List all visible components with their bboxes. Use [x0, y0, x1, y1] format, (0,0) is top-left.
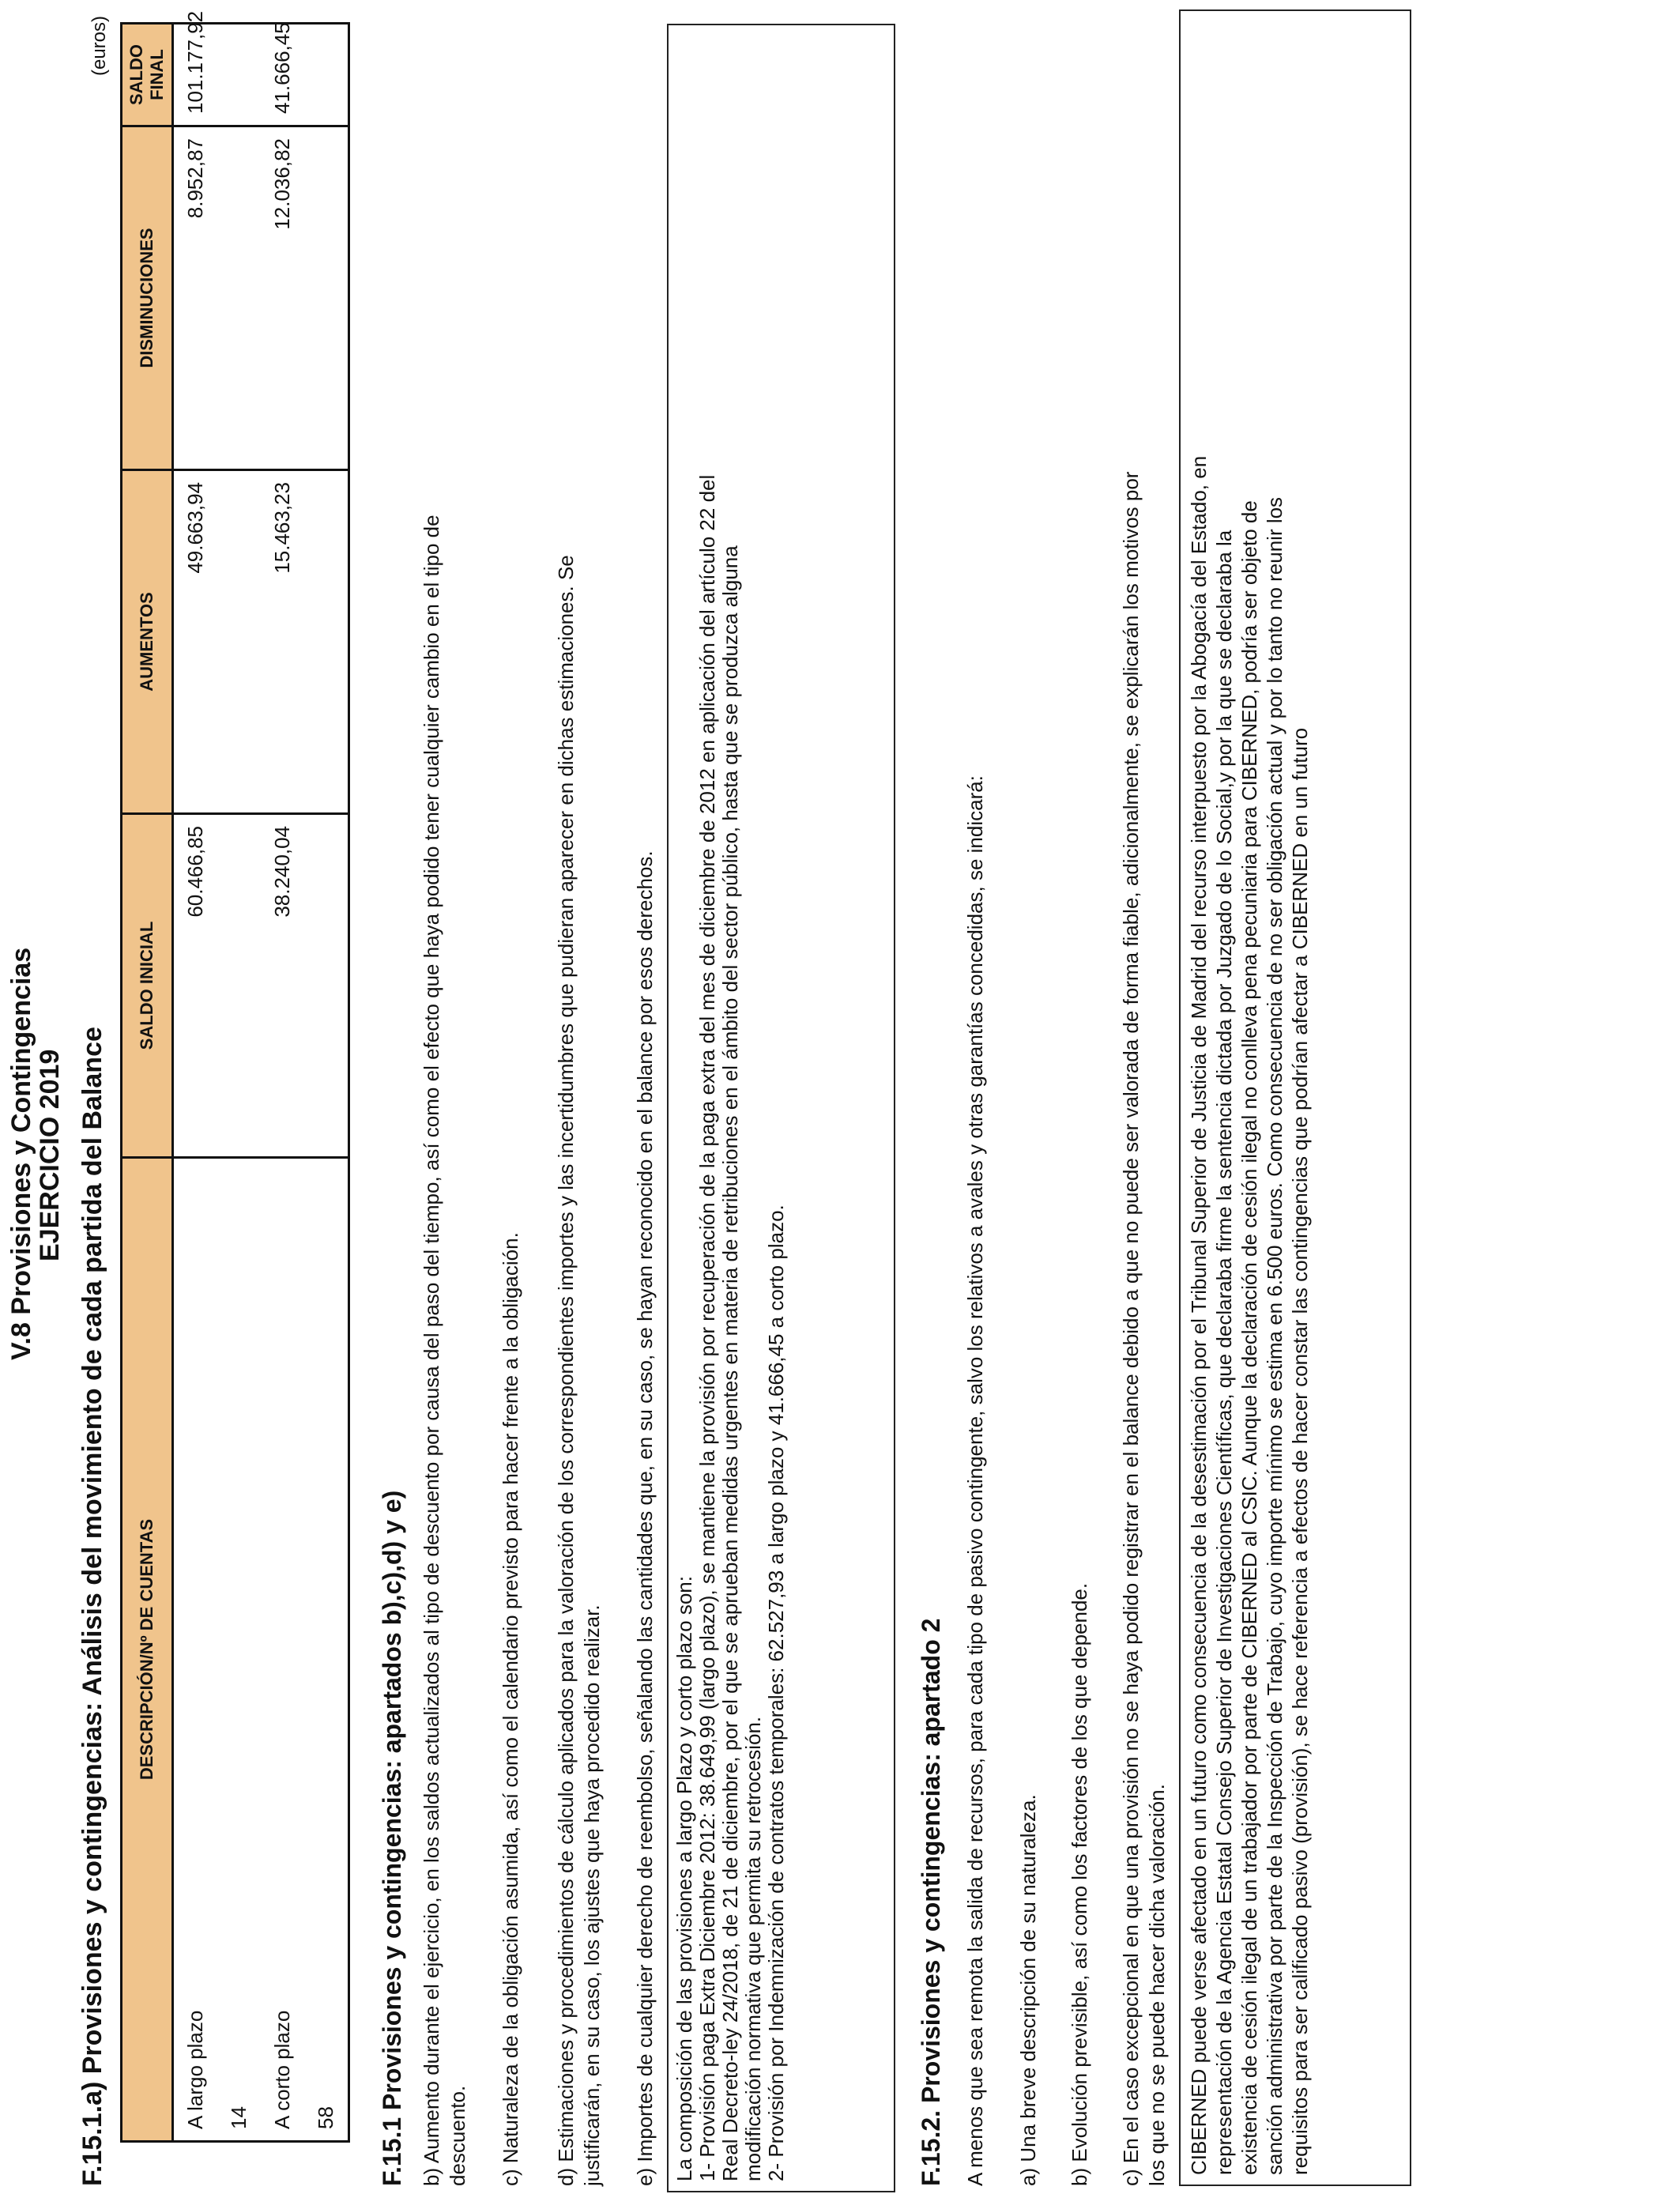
col-description: DESCRIPCIÓN/Nº DE CUENTAS	[122, 1158, 173, 2142]
col-saldo-inicial: SALDO INICIAL	[122, 814, 173, 1158]
cell-disminuciones: 8.952,87	[173, 126, 218, 470]
cell-description: A largo plazo	[173, 1158, 218, 2142]
cell-saldo-final	[304, 24, 349, 126]
page-subtitle: EJERCICIO 2019	[35, 1049, 65, 1261]
box-line: sanción administrativa por parte de la Inspección de Trabajo, cuyo importe mínimo se estima en 6.500 euros. Como consecuencia de no ser obligación actual y por lo tanto no reunir los	[1263, 496, 1286, 2175]
page-title: V.8 Provisiones y Contingencias	[6, 947, 36, 1360]
col-saldo-final: SALDO FINAL	[122, 24, 173, 126]
table-row	[304, 24, 349, 2142]
box-line: La composición de las provisiones a largo Plazo y corto plazo son:	[672, 1576, 696, 2181]
contingency-note-box	[1179, 9, 1411, 2186]
cell-description: 14	[217, 1158, 261, 2142]
cell-aumentos	[217, 470, 261, 814]
table-row	[173, 24, 218, 2142]
section-152-item-b: b) Evolución previsible, así como los factores de los que depende.	[1068, 1582, 1091, 2186]
box-line: 1- Provisión paga Extra Diciembre 2012: 38.649,99 (largo plazo), se mantiene la provisión por recuperación de la paga extra del mes de diciembre de 2012 en aplicación del artículo 22 del	[695, 474, 719, 2181]
section-152-item-c-line1: c) En el caso excepcional en que una provisión no se haya podido registrar en el balance debido a que no puede ser valorada de forma fiable, adicionalmente, se explicarán los motivos por	[1119, 471, 1143, 2186]
box-line: modificación normativa que permita su retrocesión.	[741, 1716, 765, 2181]
section-151a-title: F.15.1.a) Provisiones y contingencias: Análisis del movimiento de cada partida del Balance	[77, 1027, 107, 2186]
box-line: representación de la Agencia Estatal Consejo Superior de Investigaciones Científicas, que declaraba firme la sentencia dictada por Juzgado de lo Social,y por la que se declaraba la	[1212, 530, 1236, 2175]
table-row	[261, 24, 304, 2142]
cell-saldo-inicial	[304, 814, 349, 1158]
section-152-title: F.15.2. Provisiones y contingencias: apartado 2	[917, 1618, 945, 2186]
cell-disminuciones	[304, 126, 349, 470]
cell-saldo-final	[217, 24, 261, 126]
provisions-composition-box	[667, 24, 895, 2192]
cell-saldo-inicial: 60.466,85	[173, 814, 218, 1158]
box-line: requisitos para ser calificado pasivo (provisión), se hace referencia a efectos de hacer constar las contingencias que podrían afectar a CIBERNED en un futuro	[1288, 727, 1312, 2175]
section-152-item-c-line2: los que no se puede hacer dicha valoración.	[1145, 1784, 1169, 2186]
table-header-row	[122, 24, 173, 2142]
cell-aumentos	[304, 470, 349, 814]
box-line: CIBERNED puede verse afectado en un futuro como consecuencia de la desestimación por el Tribunal Superior de Justicia de Madrid del recurso interpuesto por la Abogacía del Estado, en	[1187, 455, 1211, 2175]
provisions-movement-table	[120, 10, 350, 2143]
col-aumentos: AUMENTOS	[122, 470, 173, 814]
item-c: c) Naturaleza de la obligación asumida, así como el calendario previsto para hacer frente a la obligación.	[499, 1232, 522, 2186]
box-line: existencia de cesión ilegal de un trabajador por parte de CIBERNED al CSIC. Aunque la declaración de cesión ilegal no conlleva pena pecuniaria para CIBERNED, podría ser objeto de	[1237, 500, 1261, 2175]
table-row	[217, 24, 261, 2142]
cell-saldo-inicial: 38.240,04	[261, 814, 304, 1158]
item-d-line1: d) Estimaciones y procedimientos de cálculo aplicados para la valoración de los correspondientes importes y las incertidumbres que pudieran aparecer en dichas estimaciones. Se	[554, 555, 578, 2186]
cell-aumentos: 49.663,94	[173, 470, 218, 814]
cell-disminuciones	[217, 126, 261, 470]
item-b-line1: b) Aumento durante el ejercicio, en los saldos actualizados al tipo de descuento por causa del paso del tiempo, así como el efecto que haya podido tener cualquier cambio en el tipo de	[420, 515, 443, 2186]
item-e: e) Importes de cualquier derecho de reembolso, señalando las cantidades que, en su caso, se hayan reconocido en el balance por esos derechos.	[633, 850, 657, 2186]
cell-description: 58	[304, 1158, 349, 2142]
item-b-line2: descuento.	[446, 2085, 469, 2186]
cell-description: A corto plazo	[261, 1158, 304, 2142]
box-line: 2- Provisión por Indemnización de contratos temporales: 62.527,93 a largo plazo y 41.666,45 a corto plazo.	[764, 1204, 788, 2181]
item-d-line2: justificarán, en su caso, los ajustes que haya procedido realizar.	[580, 1604, 604, 2186]
section-151-title: F.15.1 Provisiones y contingencias: apartados b),c),d) y e)	[378, 1490, 406, 2186]
cell-disminuciones: 12.036,82	[261, 126, 304, 470]
cell-saldo-inicial	[217, 814, 261, 1158]
col-disminuciones: DISMINUCIONES	[122, 126, 173, 470]
cell-aumentos: 15.463,23	[261, 470, 304, 814]
currency-note: (euros)	[89, 15, 110, 76]
box-line: Real Decreto-ley 24/2018, de 21 de diciembre, por el que se aprueban medidas urgentes en materia de retribuciones en el ámbito del sector público, hasta que se produzca alguna	[718, 545, 742, 2181]
section-152-intro: A menos que sea remota la salida de recursos, para cada tipo de pasivo contingente, salvo los relativos a avales y otras garantías concedidas, se indicará:	[963, 775, 987, 2186]
section-152-item-a: a) Una breve descripción de su naturaleza.	[1016, 1794, 1040, 2186]
cell-saldo-final: 41.666,45	[261, 24, 304, 126]
cell-saldo-final: 101.177,92	[173, 24, 218, 126]
